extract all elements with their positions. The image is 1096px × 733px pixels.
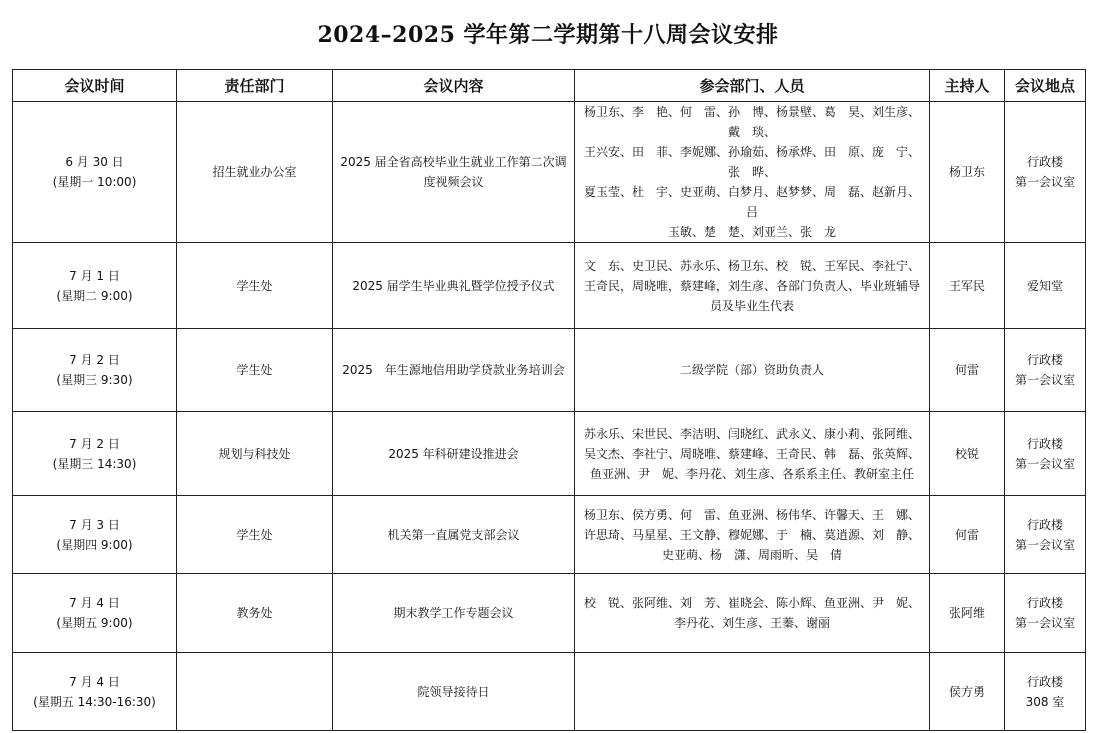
meeting-time-cell	[13, 412, 177, 496]
attendees-cell	[575, 243, 930, 329]
department-cell	[177, 653, 333, 731]
attendees-line: 吴文杰、李社宁、周晓唯、蔡建峰、王奇民、韩 磊、张英辉、	[583, 446, 920, 461]
content-cell	[333, 102, 575, 243]
host-cell: 何雷	[930, 496, 1005, 574]
location-line: 行政楼	[1026, 674, 1063, 689]
attendees-line: 李丹花、刘生彦、王蓁、谢丽	[673, 616, 830, 630]
attendees-line: 史亚萌、杨 潇、周雨昕、吴 倩	[661, 547, 842, 562]
location-line: 行政楼	[1026, 517, 1063, 532]
location-cell	[1005, 653, 1086, 731]
location-cell	[1005, 329, 1086, 412]
host-cell: 何雷	[930, 329, 1005, 412]
location-line: 第一会议室	[1014, 175, 1075, 189]
host-cell: 校锐	[930, 412, 1005, 496]
location-cell	[1005, 102, 1086, 243]
meeting-weekday-time: (星期一 10:00)	[52, 175, 137, 189]
attendees-cell	[575, 329, 930, 412]
meeting-weekday-time: (星期五 14:30-16:30)	[33, 694, 156, 709]
attendees-line: 鱼亚洲、尹 妮、李丹花、刘生彦、各系系主任、教研室主任	[589, 466, 914, 481]
table-row	[13, 329, 1086, 412]
attendees-line: 二级学院（部）资助负责人	[679, 363, 824, 377]
header-attendees: 参会部门、人员	[575, 70, 930, 102]
meeting-weekday-time: (星期三 14:30)	[52, 456, 137, 471]
attendees-line: 许思琦、马星星、王文静、穆妮娜、于 楠、莫逍源、刘 静、	[583, 527, 920, 542]
attendees-cell	[575, 496, 930, 574]
content-line: 2025 届全省高校毕业生就业工作第二次调	[340, 155, 567, 169]
table-row	[13, 412, 1086, 496]
location-line: 第一会议室	[1014, 537, 1075, 552]
meeting-time-cell	[13, 496, 177, 574]
content-cell	[333, 653, 575, 731]
attendees-line: 校 锐、张阿维、刘 芳、崔晓会、陈小辉、鱼亚洲、尹 妮、	[583, 596, 920, 610]
meeting-date: 7 月 4 日	[69, 596, 120, 610]
department-cell: 规划与科技处	[177, 412, 333, 496]
host-cell: 王军民	[930, 243, 1005, 329]
department-cell: 学生处	[177, 329, 333, 412]
content-line: 2025 年科研建设推进会	[388, 446, 519, 461]
attendees-line: 杨卫东、侯方勇、何 雷、鱼亚洲、杨伟华、许馨天、王 娜、	[583, 507, 920, 522]
header-location: 会议地点	[1005, 70, 1086, 102]
attendees-line: 玉敏、楚 楚、刘亚兰、张 龙	[667, 225, 836, 239]
header-time: 会议时间	[13, 70, 177, 102]
location-line: 308 室	[1025, 694, 1065, 709]
location-line: 爱知堂	[1026, 278, 1063, 293]
attendees-line: 王兴安、田 菲、李妮娜、孙瑜茹、杨承烨、田 原、庞 宁、张 晔、	[583, 145, 920, 179]
meeting-weekday-time: (星期四 9:00)	[56, 537, 133, 552]
header-department: 责任部门	[177, 70, 333, 102]
page-title: 2024–2025 学年第二学期第十八周会议安排	[317, 22, 779, 48]
department-cell: 学生处	[177, 496, 333, 574]
location-cell	[1005, 412, 1086, 496]
location-line: 第一会议室	[1014, 456, 1075, 471]
attendees-line: 苏永乐、宋世民、李洁明、闫晓红、武永义、康小莉、张阿维、	[583, 426, 920, 441]
location-line: 行政楼	[1026, 155, 1063, 169]
location-line: 第一会议室	[1014, 373, 1075, 387]
content-line: 2025 届学生毕业典礼暨学位授予仪式	[352, 278, 555, 293]
content-cell	[333, 496, 575, 574]
department-cell: 教务处	[177, 574, 333, 653]
attendees-line: 夏玉莹、杜 宇、史亚萌、白梦月、赵梦梦、周 磊、赵新月、吕	[583, 185, 920, 219]
location-cell	[1005, 243, 1086, 329]
attendees-line: 员及毕业生代表	[709, 298, 794, 313]
content-line: 期末教学工作专题会议	[393, 606, 514, 620]
content-line: 院领导接待日	[417, 684, 490, 699]
header-host: 主持人	[930, 70, 1005, 102]
attendees-cell	[575, 653, 930, 731]
location-line: 行政楼	[1026, 436, 1063, 451]
attendees-line: 文 东、史卫民、苏永乐、杨卫东、校 锐、王军民、李社宁、	[583, 258, 920, 273]
host-cell: 杨卫东	[930, 102, 1005, 243]
content-cell	[333, 243, 575, 329]
content-line: 度视频会议	[423, 175, 484, 189]
table-row	[13, 574, 1086, 653]
table-header-row	[13, 70, 1086, 102]
meeting-time-cell	[13, 574, 177, 653]
content-cell	[333, 574, 575, 653]
content-cell	[333, 412, 575, 496]
location-cell	[1005, 496, 1086, 574]
department-cell: 招生就业办公室	[177, 102, 333, 243]
location-line: 第一会议室	[1014, 616, 1075, 630]
meeting-date: 7 月 4 日	[69, 674, 120, 689]
location-cell	[1005, 574, 1086, 653]
location-line: 行政楼	[1026, 353, 1063, 367]
meeting-schedule-table	[12, 69, 1086, 731]
table-row	[13, 496, 1086, 574]
meeting-date: 6 月 30 日	[65, 155, 124, 169]
meeting-time-cell	[13, 653, 177, 731]
content-cell	[333, 329, 575, 412]
meeting-time-cell	[13, 243, 177, 329]
content-line: 机关第一直属党支部会议	[387, 527, 520, 542]
meeting-time-cell	[13, 102, 177, 243]
meeting-date: 7 月 3 日	[69, 517, 120, 532]
meeting-date: 7 月 1 日	[69, 268, 120, 283]
attendees-cell	[575, 102, 930, 243]
meeting-date: 7 月 2 日	[69, 353, 120, 367]
header-content: 会议内容	[333, 70, 575, 102]
host-cell: 张阿维	[930, 574, 1005, 653]
meeting-weekday-time: (星期五 9:00)	[56, 616, 133, 630]
table-row	[13, 653, 1086, 731]
table-row	[13, 243, 1086, 329]
attendees-line: 王奇民，周晓唯，蔡建峰，刘生彦、各部门负责人、毕业班辅导	[583, 278, 920, 293]
meeting-date: 7 月 2 日	[69, 436, 120, 451]
meeting-time-cell	[13, 329, 177, 412]
meeting-weekday-time: (星期三 9:30)	[56, 373, 133, 387]
department-cell: 学生处	[177, 243, 333, 329]
attendees-cell	[575, 574, 930, 653]
attendees-cell	[575, 412, 930, 496]
attendees-line: 杨卫东、李 艳、何 雷、孙 博、杨景壁、葛 昊、刘生彦、戴 琰、	[583, 105, 920, 139]
location-line: 行政楼	[1026, 596, 1063, 610]
content-line: 2025 年生源地信用助学贷款业务培训会	[342, 363, 565, 377]
table-row	[13, 102, 1086, 243]
host-cell: 侯方勇	[930, 653, 1005, 731]
meeting-weekday-time: (星期二 9:00)	[56, 288, 133, 303]
